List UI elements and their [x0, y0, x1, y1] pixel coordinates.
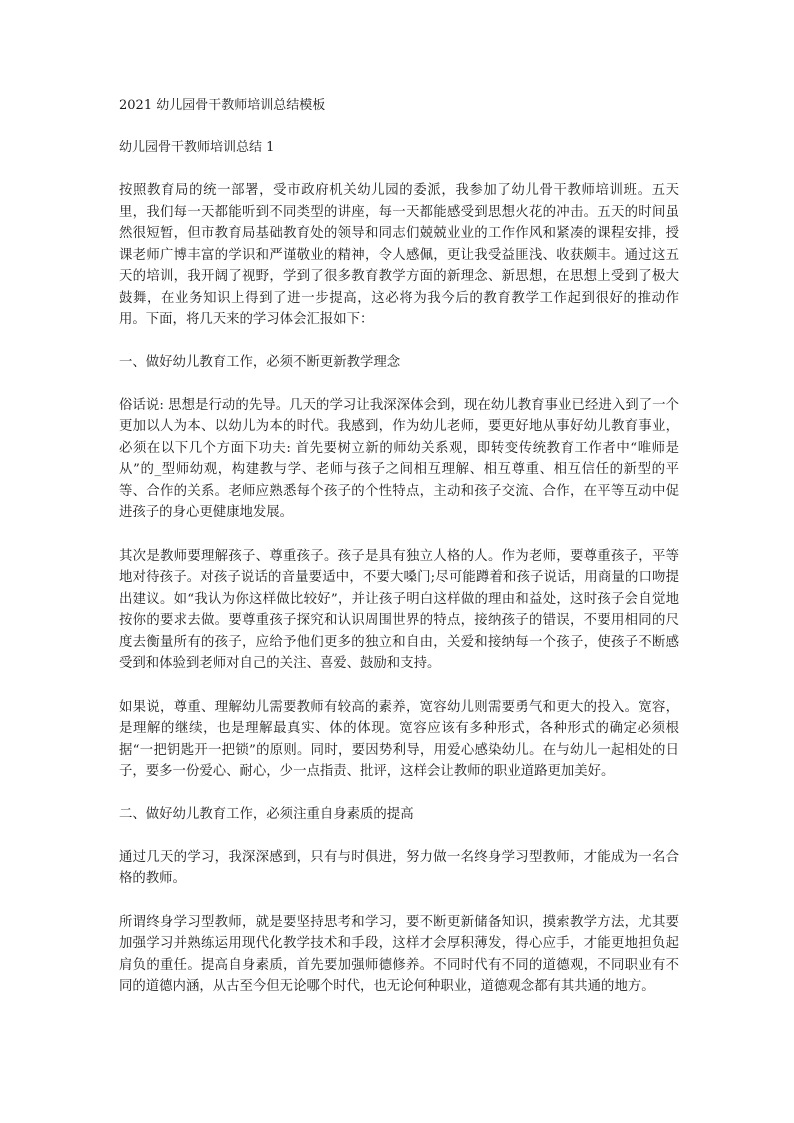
paragraph: 所谓终身学习型教师，就是要坚持思考和学习，要不断更新储备知识，摸索教学方法，尤其要加强学习并熟练运用现代化教学技术和手段，这样才会厚积薄发，得心应手，才能更地担负起肩负的重任。提高自身素质，首先要加强师德修养。不同时代有不同的道德观，不同职业有不同的道德内涵，从古至今但无论哪个时代，也无论何种职业，道德观念都有其共通的地方。 — [119, 914, 679, 994]
paragraph: 如果说，尊重、理解幼儿需要教师有较高的素养，宽容幼儿则需要勇气和更大的投入。宽容，是理解的继续，也是理解最真实、体的体现。宽容应该有多种形式，各种形式的确定必须根据“一把钥匙开一把锁”的原则。同时，要因势利导，用爱心感染幼儿。在与幼儿一起相处的日子，要多一份爱心、耐心，少一点指责、批评，这样会让教师的职业道路更加美好。 — [119, 699, 679, 779]
section-heading: 一、做好幼儿教育工作，必须不断更新教学理念 — [119, 354, 401, 370]
document-title: 2021 幼儿园骨干教师培训总结模板 — [119, 98, 326, 113]
paragraph: 通过几天的学习，我深深感到，只有与时俱进，努力做一名终身学习型教师，才能成为一名合格的教师。 — [119, 849, 679, 886]
document-subtitle: 幼儿园骨干教师培训总结 1 — [119, 140, 275, 155]
section-heading: 二、做好幼儿教育工作，必须注重自身素质的提高 — [119, 806, 414, 822]
paragraph: 俗话说: 思想是行动的先导。几天的学习让我深深体会到，现在幼儿教育事业已经进入到了一个更加以人为本、以幼儿为本的时代。我感到，作为幼儿老师，要更好地从事好幼儿教育事业，必须在以下几个方面下功夫: 首先要树立新的师幼关系观，即转变传统教育工作者中“唯师是从”的_型师幼观，构建教与学、老师与孩子之间相互理解、相互尊重、相互信任的新型的平等、合作的关系。老师应熟悉每个孩子的个性特点，主动和孩子交流、合作，在平等互动中促进孩子的身心更健康地发展。 — [119, 397, 679, 520]
document-page — [119, 96, 679, 998]
paragraph: 其次是教师要理解孩子、尊重孩子。孩子是具有独立人格的人。作为老师，要尊重孩子，平等地对待孩子。对孩子说话的音量要适中，不要大嗓门;尽可能蹲着和孩子说话，用商量的口吻提出建议。如“我认为你这样做比较好”，并让孩子明白这样做的理由和益处，这时孩子会自觉地按你的要求去做。要尊重孩子探究和认识周围世界的特点，接纳孩子的错误，不要用相同的尺度去衡量所有的孩子，应给予他们更多的独立和自由，关爱和接纳每一个孩子，使孩子不断感受到和体验到老师对自己的关注、喜爱、鼓励和支持。 — [119, 548, 679, 671]
paragraph: 按照教育局的统一部署，受市政府机关幼儿园的委派，我参加了幼儿骨干教师培训班。五天里，我们每一天都能听到不同类型的讲座，每一天都能感受到思想火花的冲击。五天的时间虽然很短暂，但市教育局基础教育处的领导和同志们兢兢业业的工作作风和紧凑的课程安排，授课老师广博丰富的学识和严谨敬业的精神，令人感佩，更让我受益匪浅、收获颇丰。通过这五天的培训，我开阔了视野，学到了很多教育教学方面的新理念、新思想，在思想上受到了极大鼓舞，在业务知识上得到了进一步提高，这必将为我今后的教育教学工作起到很好的推动作用。下面，将几天来的学习体会汇报如下： — [119, 183, 679, 327]
